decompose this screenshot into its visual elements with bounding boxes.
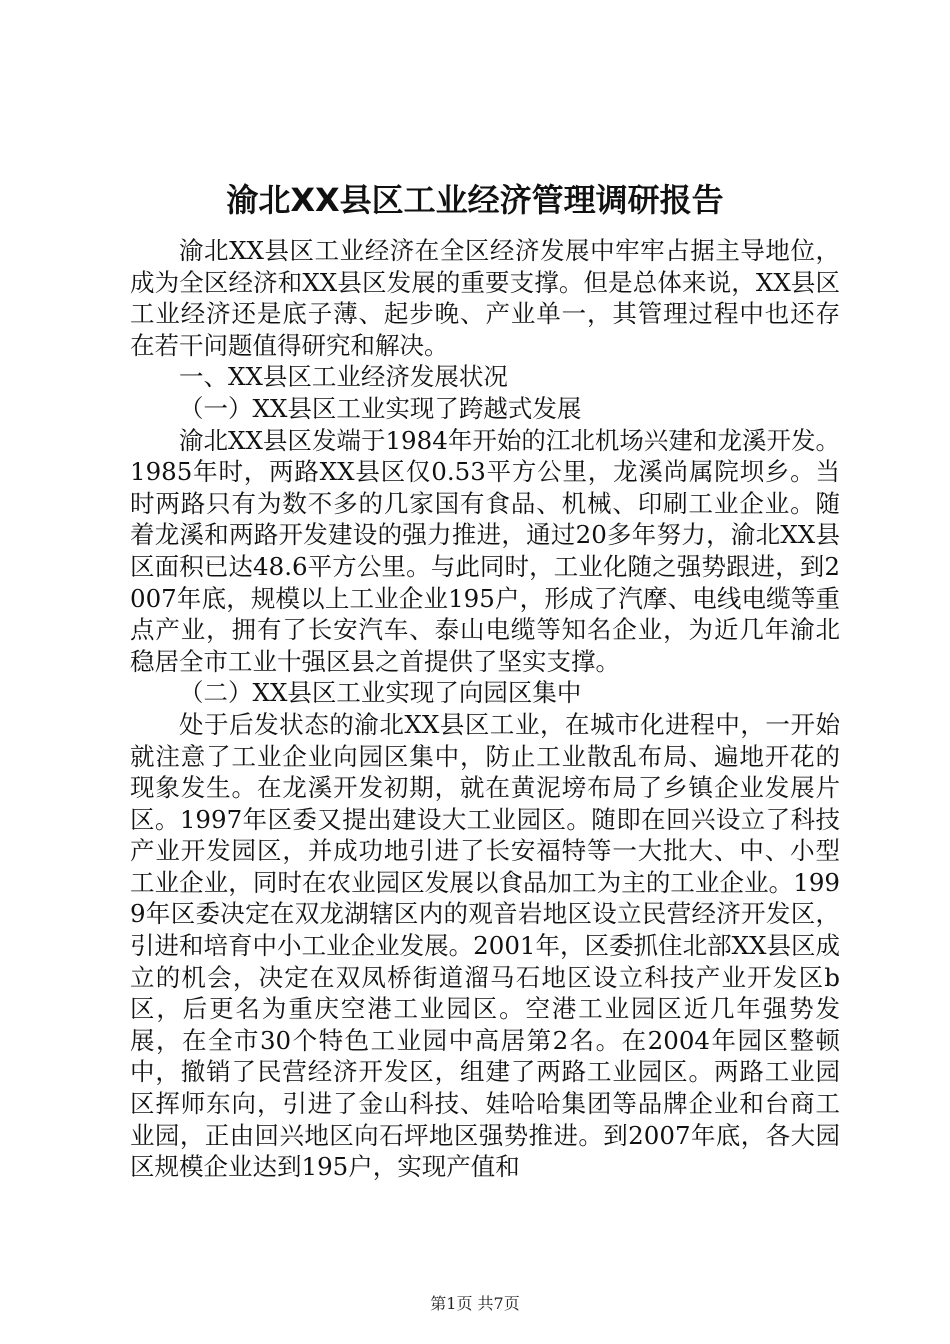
subsection-2-paragraph: 处于后发状态的渝北XX县区工业，在城市化进程中，一开始就注意了工业企业向园区集中，防止工业散乱布局、遍地开花的现象发生。在龙溪开发初期，就在黄泥塝布局了乡镇企业发展片区。1997年区委又提出建设大工业园区。随即在回兴设立了科技产业开发园区，并成功地引进了长安福特等一大批大、中、小型工业企业，同时在农业园区发展以食品加工为主的工业企业。1999年区委决定在双龙湖辖区内的观音岩地区设立民营经济开发区，引进和培育中小工业企业发展。2001年，区委抓住北部XX县区成立的机会，决定在双凤桥街道溜马石地区设立科技产业开发区b区，后更名为重庆空港工业园区。空港工业园区近几年强势发展，在全市30个特色工业园中高居第2名。在2004年园区整顿中，撤销了民营经济开发区，组建了两路工业园区。两路工业园区挥师东向，引进了金山科技、娃哈哈集团等品牌企业和台商工业园，正由回兴地区向石坪地区强势推进。到2007年底，各大园区规模企业达到195户，实现产值和 (130, 709, 840, 1182)
page-footer: 第1页 共7页 (430, 1294, 520, 1313)
document-body (130, 235, 840, 1183)
document-title: 渝北XX县区工业经济管理调研报告 (226, 181, 724, 219)
subsection-heading-2: （二）XX县区工业实现了向园区集中 (179, 678, 582, 708)
subsection-heading-1: （一）XX县区工业实现了跨越式发展 (179, 393, 582, 423)
intro-paragraph: 渝北XX县区工业经济在全区经济发展中牢牢占据主导地位，成为全区经济和XX县区发展的重要支撑。但是总体来说，XX县区工业经济还是底子薄、起步晚、产业单一，其管理过程中也还存在若干问题值得研究和解决。 (130, 236, 840, 360)
subsection-1-paragraph: 渝北XX县区发端于1984年开始的江北机场兴建和龙溪开发。1985年时，两路XX县区仅0.53平方公里，龙溪尚属院坝乡。当时两路只有为数不多的几家国有食品、机械、印刷工业企业。随着龙溪和两路开发建设的强力推进，通过20多年努力，渝北XX县区面积已达48.6平方公里。与此同时，工业化随之强势跟进，到2007年底，规模以上工业企业195户，形成了汽摩、电线电缆等重点产业，拥有了长安汽车、泰山电缆等知名企业，为近几年渝北稳居全市工业十强区县之首提供了坚实支撑。 (130, 425, 840, 676)
section-heading-1: 一、XX县区工业经济发展状况 (179, 362, 508, 392)
